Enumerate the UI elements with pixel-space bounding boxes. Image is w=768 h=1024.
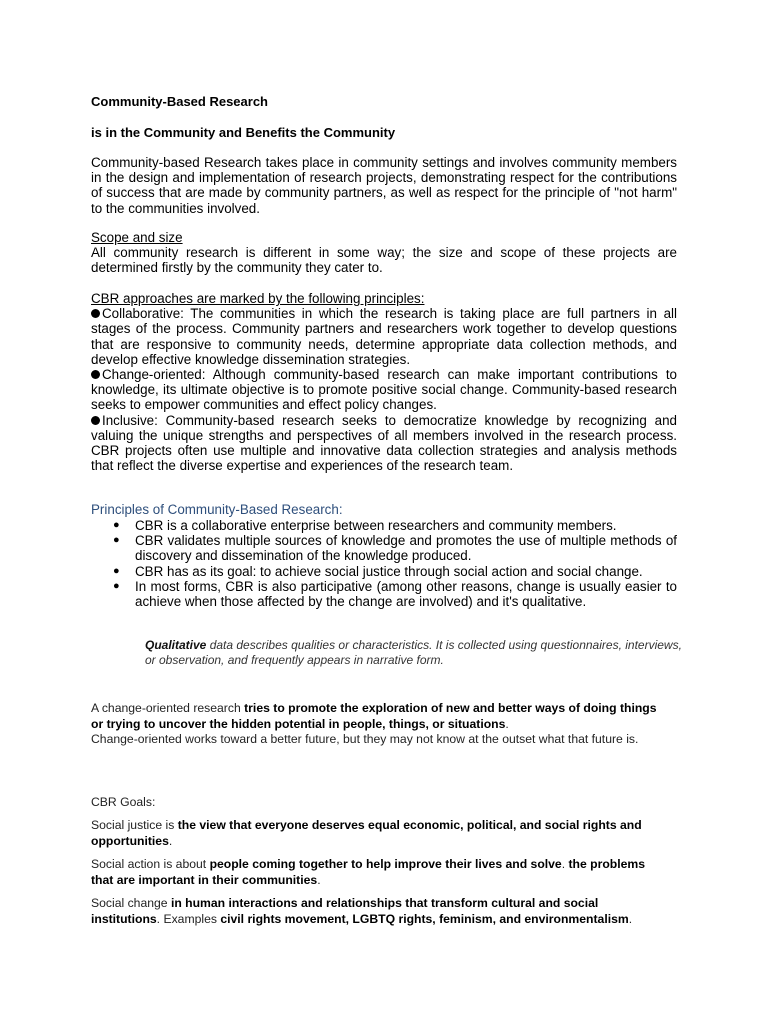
goal-social-change: Social change in human interactions and relationships that transform cultural and social institutions. Examples civil rights movement, LGBTQ rights, feminism, and environmentalism. (91, 896, 633, 926)
goal-social-action: Social action is about people coming together to help improve their lives and solve. the problems that are important in their communities. (91, 857, 646, 887)
principle-item: ● In most forms, CBR is also participative (among other reasons, change is usually easier to achieve when those affected by the change are involved) and it's qualitative. (113, 578, 677, 610)
bullet-dot-icon (91, 309, 100, 318)
approach-item: Change-oriented: Although community-based research can make important contributions to knowledge, its ultimate objective is to promote positive social change. Community-based research seeks to empower communities and effect policy changes. (91, 367, 677, 413)
qualitative-term: Qualitative (145, 638, 207, 652)
approach-item: Collaborative: The communities in which the research is taking place are full partners in all stages of the process. Community partners and researchers work together to develop questions that are responsive to community needs, determine appropriate data collection methods, and develop effective knowledge dissemination strategies. (91, 306, 677, 367)
approaches-heading: CBR approaches are marked by the following principles: (91, 291, 425, 306)
change-oriented-definition: A change-oriented research tries to promote the exploration of new and better ways of doing things or trying to uncover the hidden potential in people, things, or situations. (91, 701, 657, 731)
qualitative-note: Qualitative data describes qualities or characteristics. It is collected using questionnaires, interviews, or observation, and frequently appears in narrative form. (145, 638, 682, 667)
bullet-icon: ● (113, 534, 120, 547)
principle-item: ● CBR has as its goal: to achieve social justice through social action and social change. (113, 563, 643, 579)
cbr-goals-heading: CBR Goals: (91, 795, 156, 809)
principle-item: ● CBR is a collaborative enterprise between researchers and community members. (113, 518, 617, 533)
bullet-dot-icon (91, 416, 100, 425)
scope-section (91, 230, 677, 276)
intro-paragraph (91, 155, 677, 216)
change-oriented-section (91, 701, 661, 748)
scope-text: All community research is different in some way; the size and scope of these projects are determined firstly by the community they cater to. (91, 245, 677, 276)
scope-heading: Scope and size (91, 230, 183, 245)
principles-list (91, 518, 677, 609)
change-oriented-follow: Change-oriented works toward a better future, but they may not know at the outset what that future is. (91, 732, 639, 746)
principle-item: ● CBR validates multiple sources of knowledge and promotes the use of multiple methods of discovery and dissemination of the knowledge produced. (113, 533, 677, 564)
document-subtitle: is in the Community and Benefits the Community (91, 125, 396, 140)
approaches-section (91, 291, 677, 473)
bullet-icon: ● (113, 579, 120, 592)
principles-list-container (91, 518, 677, 609)
principles-heading: Principles of Community-Based Research: (91, 502, 343, 517)
goal-social-justice: Social justice is the view that everyone deserves equal economic, political, and social rights and opportunities. (91, 818, 642, 848)
bullet-icon: ● (113, 519, 120, 531)
approach-item: Inclusive: Community-based research seeks to democratize knowledge by recognizing and valuing the unique strengths and perspectives of all members involved in the research process. CBR projects often use multiple and innovative data collection strategies and analysis methods that reflect the diverse expertise and experiences of the research team. (91, 412, 677, 474)
intro-text: Community-based Research takes place in community settings and involves community members in the design and implementation of research projects, demonstrating respect for the contributions of success that are made by community partners, as well as respect for the principle of "not harm" to the communities involved. (91, 155, 677, 216)
document-title: Community-Based Research (91, 94, 268, 109)
bullet-icon: ● (113, 564, 120, 577)
bullet-dot-icon (91, 370, 100, 379)
